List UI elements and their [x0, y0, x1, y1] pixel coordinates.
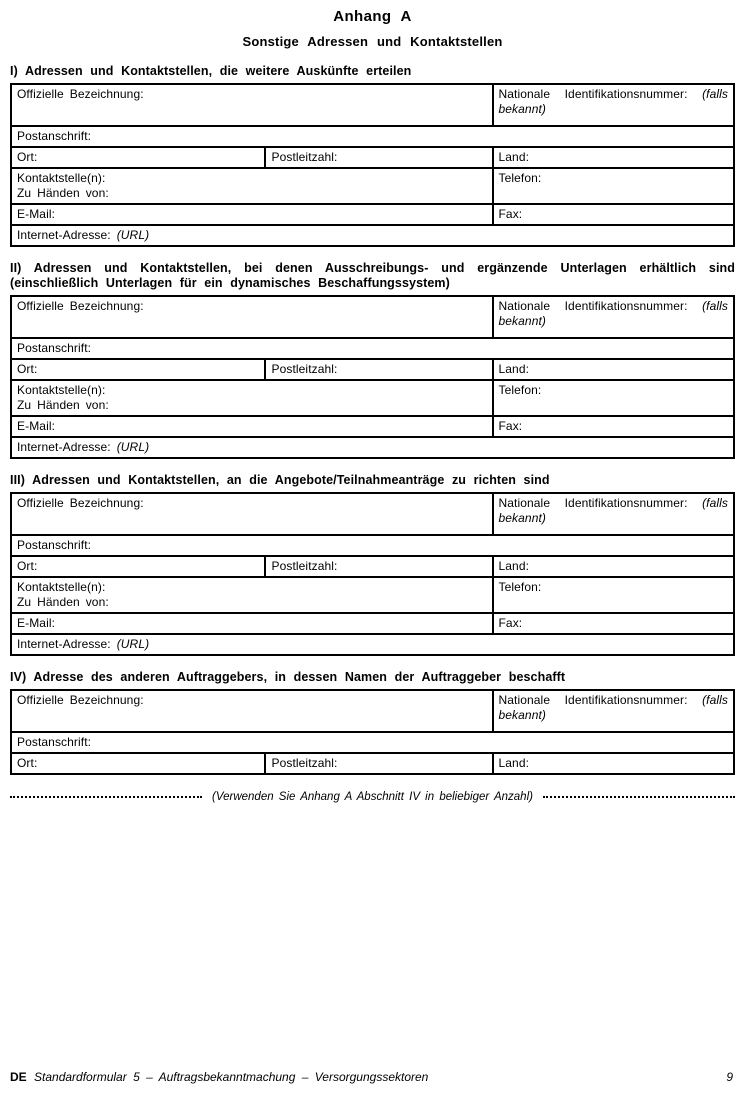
national-id-cell — [493, 690, 735, 732]
country-label: Land: — [498, 756, 530, 770]
form-section-1 — [10, 64, 735, 247]
contact-points-cell — [11, 577, 493, 613]
internet-address-cell — [11, 225, 734, 246]
dotted-line-right — [543, 796, 735, 798]
section-iv-repeat-note: (Verwenden Sie Anhang A Abschnitt IV in beliebiger Anzahl) — [212, 791, 533, 803]
email-cell — [11, 204, 493, 225]
national-id-note: (falls bekannt) — [498, 693, 728, 722]
national-id-cell — [493, 84, 735, 126]
footer-form-title: Standardformular 5 – Auftragsbekanntmachung – Versorgungssektoren — [34, 1070, 429, 1084]
for-attention-label: Zu Händen von: — [17, 595, 109, 609]
postal-code-label: Postleitzahl: — [271, 150, 338, 164]
official-name-cell — [11, 296, 493, 338]
section-4-heading: IV) Adresse des anderen Auftraggebers, in dessen Namen der Auftraggeber beschafft — [10, 670, 566, 684]
town-cell — [11, 359, 265, 380]
footer-left — [10, 1070, 428, 1085]
fax-cell — [493, 204, 735, 225]
telephone-cell — [493, 577, 735, 613]
postal-code-cell — [265, 359, 492, 380]
section-4-table — [10, 689, 735, 775]
official-name-label: Offizielle Bezeichnung: — [17, 299, 144, 313]
country-label: Land: — [498, 362, 530, 376]
contact-points-label: Kontaktstelle(n): — [17, 171, 106, 185]
town-cell — [11, 753, 265, 774]
town-cell — [11, 147, 265, 168]
internet-address-note: (URL) — [116, 228, 150, 242]
fax-label: Fax: — [498, 419, 523, 433]
internet-address-label: Internet-Adresse: — [17, 228, 111, 242]
email-label: E-Mail: — [17, 616, 56, 630]
postal-code-cell — [265, 556, 492, 577]
town-label: Ort: — [17, 150, 38, 164]
contact-points-label: Kontaktstelle(n): — [17, 580, 106, 594]
country-cell — [493, 359, 735, 380]
official-name-cell — [11, 690, 493, 732]
national-id-note: (falls bekannt) — [498, 299, 728, 328]
form-section-2 — [10, 261, 735, 459]
section-3-table — [10, 492, 735, 656]
page-subtitle: Sonstige Adressen und Kontaktstellen — [242, 34, 503, 49]
official-name-label: Offizielle Bezeichnung: — [17, 496, 144, 510]
town-label: Ort: — [17, 559, 38, 573]
section-2-heading: II) Adressen und Kontaktstellen, bei denen Ausschreibungs- und ergänzende Unterlagen erhältlich sind (einschließlich Unterlagen für ein dynamisches Beschaffungssystem) — [10, 261, 735, 290]
postal-address-label: Postanschrift: — [17, 735, 92, 749]
footer-page-number: 9 — [726, 1070, 733, 1084]
form-section-3 — [10, 473, 735, 656]
telephone-label: Telefon: — [498, 580, 542, 594]
telephone-cell — [493, 380, 735, 416]
country-label: Land: — [498, 559, 530, 573]
telephone-cell — [493, 168, 735, 204]
page-footer — [10, 1070, 733, 1085]
fax-label: Fax: — [498, 616, 523, 630]
town-label: Ort: — [17, 362, 38, 376]
town-cell — [11, 556, 265, 577]
internet-address-note: (URL) — [116, 637, 150, 651]
postal-address-label: Postanschrift: — [17, 538, 92, 552]
official-name-cell — [11, 84, 493, 126]
internet-address-cell — [11, 437, 734, 458]
dotted-line-left — [10, 796, 202, 798]
internet-address-label: Internet-Adresse: — [17, 440, 111, 454]
postal-address-cell — [11, 126, 734, 147]
postal-address-cell — [11, 338, 734, 359]
town-label: Ort: — [17, 756, 38, 770]
country-cell — [493, 556, 735, 577]
fax-cell — [493, 613, 735, 634]
fax-cell — [493, 416, 735, 437]
official-name-cell — [11, 493, 493, 535]
postal-address-cell — [11, 732, 734, 753]
for-attention-label: Zu Händen von: — [17, 186, 109, 200]
email-cell — [11, 416, 493, 437]
postal-code-label: Postleitzahl: — [271, 559, 338, 573]
footer-language-code: DE — [10, 1070, 27, 1084]
internet-address-cell — [11, 634, 734, 655]
national-id-cell — [493, 296, 735, 338]
fax-label: Fax: — [498, 207, 523, 221]
national-id-label: Nationale Identifikationsnummer: — [498, 299, 688, 313]
country-label: Land: — [498, 150, 530, 164]
page-title: Anhang A — [333, 8, 412, 25]
postal-address-label: Postanschrift: — [17, 129, 92, 143]
telephone-label: Telefon: — [498, 171, 542, 185]
contact-points-cell — [11, 168, 493, 204]
internet-address-label: Internet-Adresse: — [17, 637, 111, 651]
national-id-note: (falls bekannt) — [498, 496, 728, 525]
national-id-label: Nationale Identifikationsnummer: — [498, 496, 688, 510]
section-2-table — [10, 295, 735, 459]
internet-address-note: (URL) — [116, 440, 150, 454]
for-attention-label: Zu Händen von: — [17, 398, 109, 412]
postal-code-cell — [265, 147, 492, 168]
postal-code-label: Postleitzahl: — [271, 756, 338, 770]
section-3-heading: III) Adressen und Kontaktstellen, an die Angebote/Teilnahmeanträge zu richten sind — [10, 473, 550, 487]
postal-address-label: Postanschrift: — [17, 341, 92, 355]
telephone-label: Telefon: — [498, 383, 542, 397]
country-cell — [493, 753, 735, 774]
postal-code-cell — [265, 753, 492, 774]
official-name-label: Offizielle Bezeichnung: — [17, 87, 144, 101]
section-1-heading: I) Adressen und Kontaktstellen, die weitere Auskünfte erteilen — [10, 64, 412, 78]
email-label: E-Mail: — [17, 207, 56, 221]
official-name-label: Offizielle Bezeichnung: — [17, 693, 144, 707]
national-id-note: (falls bekannt) — [498, 87, 728, 116]
contact-points-cell — [11, 380, 493, 416]
national-id-label: Nationale Identifikationsnummer: — [498, 87, 688, 101]
section-repeat-separator — [10, 791, 735, 803]
national-id-label: Nationale Identifikationsnummer: — [498, 693, 688, 707]
postal-code-label: Postleitzahl: — [271, 362, 338, 376]
postal-address-cell — [11, 535, 734, 556]
email-cell — [11, 613, 493, 634]
contact-points-label: Kontaktstelle(n): — [17, 383, 106, 397]
form-section-4 — [10, 670, 735, 775]
section-1-table — [10, 83, 735, 247]
email-label: E-Mail: — [17, 419, 56, 433]
country-cell — [493, 147, 735, 168]
national-id-cell — [493, 493, 735, 535]
